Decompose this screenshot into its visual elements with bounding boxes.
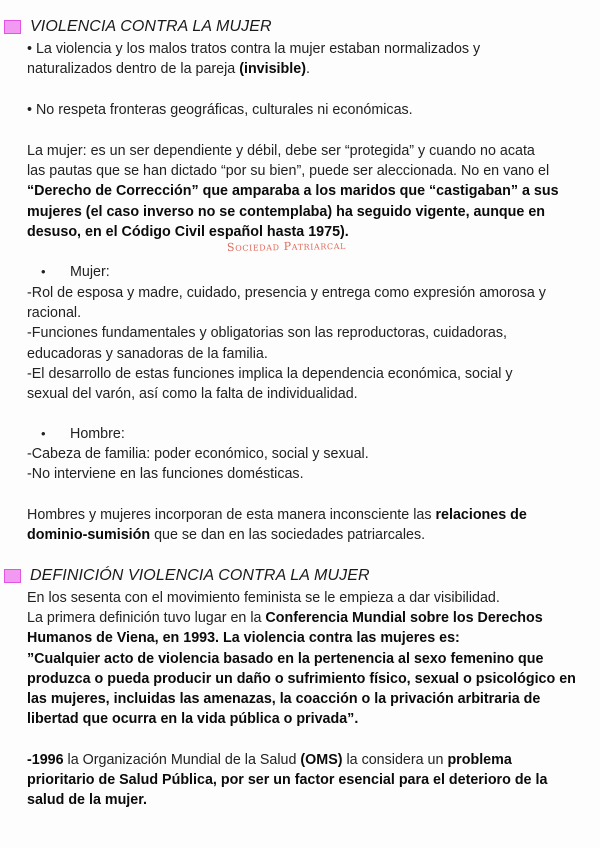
section1-header	[4, 16, 272, 38]
pink-marker-icon	[4, 20, 21, 34]
section1-paragraph: La mujer: es un ser dependiente y débil, debe ser “protegida” y cuando no acata las pautas que se han dictado “por su bien”, puede ser aleccionada. No en vano el “Derecho de Corrección” que amparaba a los maridos que “castigaban” a sus mujeres (el caso inverso no se contemplaba) ha seguido vigente, aunque en desuso, en el Código Civil español hasta 1975).	[27, 143, 559, 240]
list-item: -El desarrollo de estas funciones implica la dependencia económica, social y	[27, 365, 513, 382]
hombre-list	[27, 444, 567, 484]
section1-bullet2: • No respeta fronteras geográficas, culturales ni económicas.	[27, 102, 413, 118]
pink-marker-icon	[4, 569, 21, 583]
list-item: -Rol de esposa y madre, cuidado, presencia y entrega como expresión amorosa y	[27, 285, 546, 301]
quote-line: las mujeres, incluidas las amenazas, la coacción o la privación arbitraria de	[27, 691, 541, 708]
mujer-list	[27, 283, 567, 404]
handwritten-note: Sociedad Patriarcal	[226, 238, 347, 255]
section2-header	[4, 565, 370, 587]
section2-oms: -1996 la Organización Mundial de la Salud (OMS) la considera un problema prioritario de Salud Pública, por ser un factor esencial para el deterioro de la salud de la mujer.	[27, 752, 548, 809]
section1-title: VIOLENCIA CONTRA LA MUJER	[30, 17, 272, 35]
list-item: educadoras y sanadoras de la familia.	[27, 345, 268, 362]
list-item: -No interviene en las funciones domésticas.	[27, 466, 304, 483]
section1-bullet1: • La violencia y los malos tratos contra la mujer estaban normalizados y naturalizados dentro de la pareja (invisible).	[27, 41, 481, 78]
hombre-heading: • Hombre:	[41, 426, 125, 442]
section2-title: DEFINICIÓN VIOLENCIA CONTRA LA MUJER	[30, 566, 370, 584]
section1-closing: Hombres y mujeres incorporan de esta manera inconsciente las relaciones de dominio-sumisión que se dan en las sociedades patriarcales.	[27, 507, 527, 544]
list-item: -Funciones fundamentales y obligatorias son las reproductoras, cuidadoras,	[27, 325, 508, 342]
quote-line: produzca o pueda producir un daño o sufrimiento físico, sexual o psicológico en	[27, 670, 576, 687]
list-item: -Cabeza de familia: poder económico, social y sexual.	[27, 446, 369, 462]
section2-body: En los sesenta con el movimiento feminista se le empieza a dar visibilidad. La primera definición tuvo lugar en la Conferencia Mundial sobre los Derechos Humanos de Viena, en 1993. La violencia contra las mujeres es: ”Cualquier acto de violencia basado en la pertenencia al sexo femenino que produzca o pueda producir un daño o sufrimiento físico, sexual o psicológico en las mujeres, incluidas las amenazas, la coacción o la privación arbitraria de libertad que ocurra en la vida pública o privada”.	[27, 588, 567, 729]
mujer-heading: • Mujer:	[41, 264, 110, 280]
list-item: racional.	[27, 305, 82, 322]
quote-line: libertad que ocurra en la vida pública o privada”.	[27, 711, 359, 728]
quote-line: ”Cualquier acto de violencia basado en la pertenencia al sexo femenino que	[27, 650, 544, 667]
list-item: sexual del varón, así como la falta de individualidad.	[27, 386, 358, 403]
